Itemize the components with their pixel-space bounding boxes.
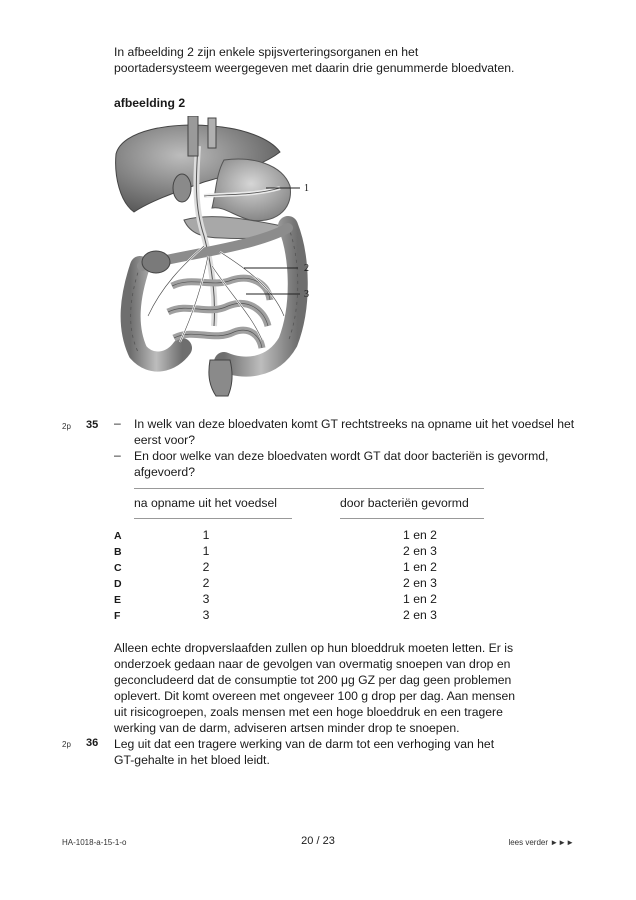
intro-line-2: poortadersysteem weergegeven met daarin drie genummerde bloedvaten. [114, 61, 515, 75]
figure-caption: afbeelding 2 [114, 96, 186, 110]
digestive-organs-illustration [112, 116, 322, 400]
paragraph-line-4: oplevert. Dit komt overeen met ongeveer 100 g drop per dag. Aan mensen [114, 689, 516, 703]
row-letter: C [114, 562, 122, 574]
paragraph-line-6: werking van de darm, adviseren artsen minder drop te snoepen. [114, 721, 460, 735]
q35-bullet-2: En door welke van deze bloedvaten wordt GT dat door bacteriën is gevormd, afgevoerd? [134, 449, 549, 479]
row-col1: 3 [202, 592, 210, 606]
intro-text [114, 44, 584, 76]
row-letter: B [114, 546, 122, 558]
paragraph-line-3: geconcludeerd dat de consumptie tot 200 μg GZ per dag geen problemen [114, 673, 512, 687]
row-col2: 2 en 3 [403, 544, 437, 558]
row-col1: 3 [202, 608, 210, 622]
figure-label-3: 3 [304, 289, 309, 300]
row-col1: 2 [202, 560, 210, 574]
row-col2: 1 en 2 [403, 528, 437, 542]
figure-label-2: 2 [304, 263, 309, 274]
q36-points: 2p [62, 740, 71, 749]
gallbladder-shape [173, 174, 191, 202]
row-letter: A [114, 530, 122, 542]
footer-page-number: 20 / 23 [301, 835, 335, 847]
intro-line-1: In afbeelding 2 zijn enkele spijsverteringsorganen en het [114, 45, 419, 59]
digestive-organs-figure [112, 116, 322, 400]
row-col2: 2 en 3 [403, 608, 437, 622]
small-intestine-shape [168, 278, 270, 348]
row-col1: 1 [202, 544, 210, 558]
q36-line-1: Leg uit dat een tragere werking van de darm tot een verhoging van het [114, 737, 495, 751]
row-col2: 1 en 2 [403, 592, 437, 606]
q35-number: 35 [86, 419, 99, 431]
row-col1: 1 [202, 528, 210, 542]
colon-shape [131, 266, 182, 362]
q36-line-2: GT-gehalte in het bloed leidt. [114, 753, 270, 767]
context-paragraph [114, 640, 584, 736]
table-col2-rule [340, 518, 484, 519]
row-letter: F [114, 610, 121, 622]
q35-points: 2p [62, 422, 71, 431]
paragraph-line-1: Alleen echte dropverslaafden zullen op hun bloeddruk moeten letten. Er is [114, 641, 514, 655]
row-letter: D [114, 578, 122, 590]
q35-dash-1: – [114, 416, 121, 430]
paragraph-line-5: uit risicogroepen, zoals mensen met een hoge bloeddruk en een tragere [114, 705, 503, 719]
paragraph-line-2: onderzoek gedaan naar de gevolgen van overmatig snoepen van drop en [114, 657, 511, 671]
footer-continue-note: lees verder ►►► [508, 838, 574, 847]
q35-dash-2: – [114, 448, 121, 462]
q36-number: 36 [86, 737, 99, 749]
figure-label-1: 1 [304, 183, 309, 194]
table-col1-header: na opname uit het voedsel [134, 496, 277, 510]
table-col2-header: door bacteriën gevormd [340, 496, 469, 510]
row-col1: 2 [202, 576, 210, 590]
q36-text [114, 736, 584, 768]
table-col1-rule [134, 518, 292, 519]
q35-bullet-1: In welk van deze bloedvaten komt GT rechtstreeks na opname uit het voedsel het eerst voor? [134, 417, 575, 447]
row-letter: E [114, 594, 122, 606]
table-top-rule [134, 488, 484, 489]
footer-exam-code: HA-1018-a-15-1-o [62, 838, 127, 847]
rectum-shape [209, 360, 232, 396]
row-col2: 1 en 2 [403, 560, 437, 574]
row-col2: 2 en 3 [403, 576, 437, 590]
